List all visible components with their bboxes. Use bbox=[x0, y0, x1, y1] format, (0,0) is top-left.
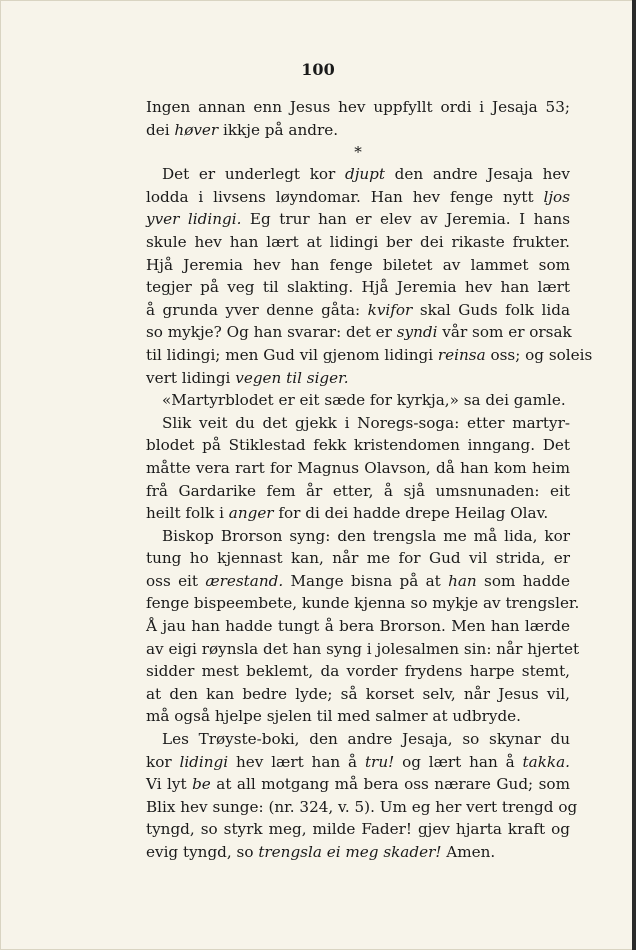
text-line bbox=[146, 254, 570, 277]
text-line bbox=[146, 751, 570, 774]
text-run: Å jau han hadde tungt å bera Brorson. Men han lærde bbox=[146, 617, 570, 636]
text-line bbox=[146, 818, 570, 841]
text-run: evig tyngd, so bbox=[146, 843, 259, 861]
text-line bbox=[146, 525, 570, 548]
text-line bbox=[146, 502, 570, 525]
text-run: Vi lyt bbox=[146, 775, 193, 794]
text-run: Mange bisna på at bbox=[283, 571, 449, 590]
emphasis-run: reinsa bbox=[437, 345, 486, 364]
text-run: Biskop Brorson syng: den trengsla me må lida, kor bbox=[162, 526, 570, 545]
text-run: at den kan bedre lyde; så korset selv, når Jesus vil, bbox=[146, 684, 570, 703]
text-line bbox=[146, 570, 570, 593]
text-run: til lidingi; men Gud vil gjenom lidingi bbox=[146, 345, 438, 364]
scan-edge bbox=[632, 0, 636, 950]
text-run: oss eit bbox=[146, 571, 206, 590]
emphasis-run: lidingi bbox=[179, 752, 229, 771]
emphasis-run: anger bbox=[228, 504, 274, 523]
emphasis-run: yver lidingi. bbox=[146, 210, 242, 229]
text-run: fenge bispeembete, kunde kjenna so mykje av trengsler. bbox=[146, 594, 580, 613]
text-run: skal Guds folk lida bbox=[412, 300, 570, 319]
text-run: lodda i livsens løyndomar. Han hev fenge nytt bbox=[146, 187, 544, 206]
text-line bbox=[146, 480, 570, 503]
emphasis-run: vegen til siger. bbox=[235, 368, 349, 387]
emphasis-run: syndi bbox=[396, 323, 438, 342]
emphasis-run: ærestand. bbox=[205, 571, 284, 590]
text-line bbox=[146, 208, 570, 231]
text-run: oss; og soleis bbox=[485, 345, 593, 364]
emphasis-run: be bbox=[192, 775, 211, 794]
text-line bbox=[146, 344, 593, 367]
text-run: frå Gardarike fem år etter, å sjå umsnunaden: eit bbox=[146, 481, 570, 500]
emphasis-run: djupt bbox=[344, 165, 386, 184]
text-line bbox=[146, 796, 578, 819]
text-line bbox=[146, 163, 570, 186]
text-line bbox=[146, 773, 570, 796]
text-line bbox=[146, 615, 570, 638]
emphasis-run: trengsla ei meg skader! bbox=[258, 843, 442, 861]
text-run: Det er underlegt kor bbox=[162, 165, 345, 184]
text-line bbox=[146, 705, 570, 728]
emphasis-run: takka. bbox=[522, 752, 570, 771]
text-run: vert lidingi bbox=[146, 368, 236, 387]
text-run: hev lært han å bbox=[228, 752, 365, 771]
text-run: heilt folk i bbox=[146, 504, 229, 523]
text-line bbox=[146, 119, 570, 142]
text-run: av eigi røynsla det han syng i jolesalmen sin: når hjertet bbox=[146, 639, 580, 658]
page-number: 100 bbox=[301, 60, 335, 79]
text-run: skule hev han lært at lidingi ber dei rikaste frukter. bbox=[146, 232, 570, 251]
text-run: den andre Jesaja hev bbox=[385, 165, 570, 184]
paragraph bbox=[146, 96, 570, 141]
emphasis-run: høver bbox=[174, 120, 219, 139]
text-line bbox=[146, 186, 570, 209]
text-line bbox=[146, 547, 570, 570]
text-run: tung ho kjennast kan, når me for Gud vil strida, er bbox=[146, 549, 570, 568]
text-line bbox=[146, 321, 570, 344]
text-line bbox=[146, 683, 570, 706]
section-divider: * bbox=[354, 143, 362, 162]
text-run: Slik veit du det gjekk i Noregs-soga: etter martyr- bbox=[162, 413, 570, 432]
text-run: må også hjelpe sjelen til med salmer at udbryde. bbox=[146, 707, 522, 726]
body-text bbox=[146, 96, 593, 864]
emphasis-run: ljos bbox=[543, 187, 570, 206]
text-line bbox=[146, 457, 570, 480]
text-run: som hadde bbox=[476, 571, 570, 590]
text-line bbox=[146, 389, 570, 412]
text-run: Amen. bbox=[441, 843, 496, 861]
text-run: Eg trur han er elev av Jeremia. I hans bbox=[241, 210, 571, 229]
text-line bbox=[146, 276, 570, 299]
text-run: og lært han å bbox=[394, 752, 523, 771]
text-run: Hjå Jeremia hev han fenge biletet av lammet som bbox=[146, 255, 570, 274]
text-line bbox=[146, 841, 570, 864]
text-line bbox=[146, 638, 580, 661]
text-run: måtte vera rart for Magnus Olavson, då han kom heim bbox=[146, 458, 570, 477]
emphasis-run: tru! bbox=[364, 752, 395, 771]
text-run: at all motgang må bera oss nærare Gud; som bbox=[210, 775, 570, 794]
text-run: å grunda yver denne gåta: bbox=[146, 300, 368, 319]
text-run: ikkje på andre. bbox=[218, 120, 339, 139]
text-run: blodet på Stiklestad fekk kristendomen inngang. Det bbox=[146, 436, 570, 455]
text-run: «Martyrblodet er eit sæde for kyrkja,» sa dei gamle. bbox=[162, 391, 566, 410]
text-line bbox=[146, 231, 570, 254]
text-run: so mykje? Og han svarar: det er bbox=[146, 323, 397, 342]
text-line bbox=[146, 592, 580, 615]
text-line bbox=[146, 299, 570, 322]
text-run: tegjer på veg til slakting. Hjå Jeremia hev han lært bbox=[146, 278, 570, 297]
text-line bbox=[146, 728, 570, 751]
text-run: sidder mest beklemt, da vorder frydens harpe stemt, bbox=[146, 662, 570, 681]
text-run: tyngd, so styrk meg, milde Fader! gjev hjarta kraft og bbox=[146, 820, 570, 839]
text-run: Ingen annan enn Jesus hev uppfyllt ordi i Jesaja 53; bbox=[146, 98, 570, 116]
emphasis-run: kvifor bbox=[367, 300, 413, 319]
text-run: Les Trøyste-boki, den andre Jesaja, so skynar du bbox=[162, 730, 570, 749]
text-line bbox=[146, 434, 570, 457]
text-line bbox=[146, 660, 570, 683]
emphasis-run: han bbox=[448, 571, 477, 590]
text-line bbox=[146, 367, 570, 390]
text-run: kor bbox=[146, 752, 180, 771]
paragraph bbox=[146, 163, 593, 863]
text-run: for di dei hadde drepe Heilag Olav. bbox=[273, 504, 549, 523]
text-line bbox=[146, 412, 570, 435]
text-line bbox=[146, 96, 570, 119]
text-run: vår som er orsak bbox=[437, 323, 572, 342]
text-run: Blix hev sunge: (nr. 324, v. 5). Um eg her vert trengd og bbox=[146, 797, 578, 816]
text-run: dei bbox=[146, 120, 175, 139]
